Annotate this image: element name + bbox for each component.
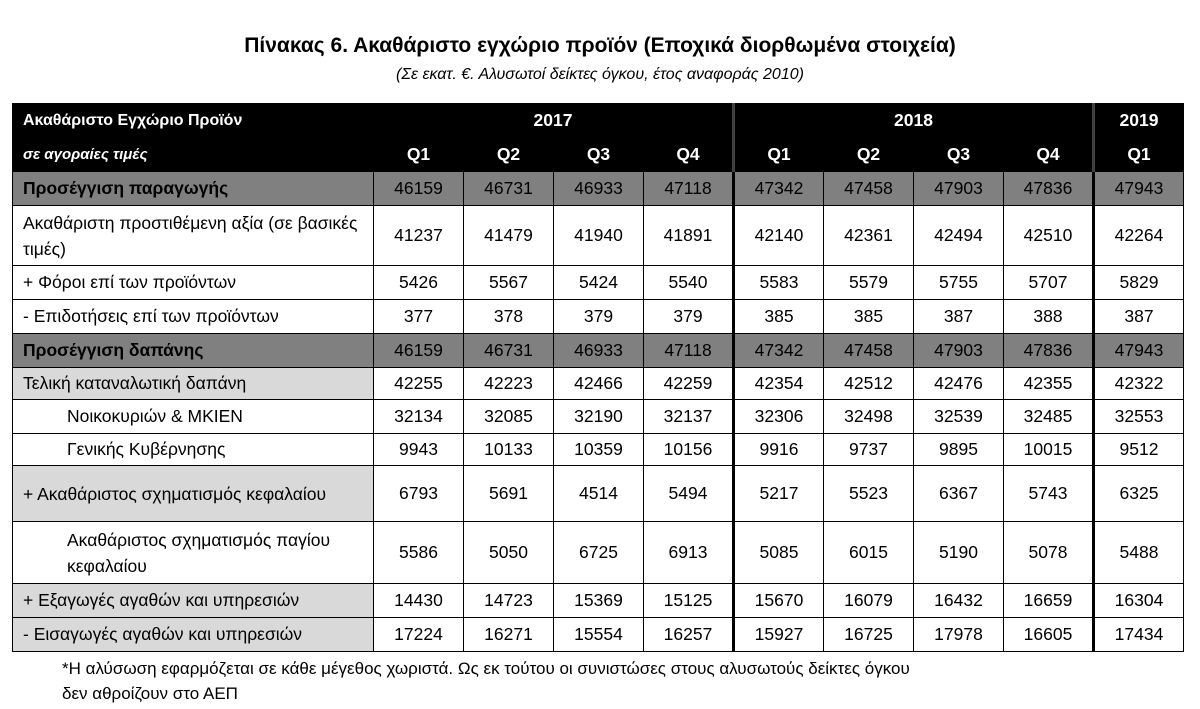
value-cell: 379 — [554, 300, 644, 334]
value-cell: 46933 — [554, 172, 644, 206]
quarter-header: Q2 — [824, 138, 914, 172]
quarter-header: Q3 — [914, 138, 1004, 172]
row-label: - Εισαγωγές αγαθών και υπηρεσιών — [13, 618, 374, 652]
value-cell: 379 — [644, 300, 734, 334]
value-cell: 42140 — [734, 206, 824, 266]
row-label: Τελική καταναλωτική δαπάνη — [13, 368, 374, 400]
value-cell: 5426 — [374, 266, 464, 300]
table-subtitle: (Σε εκατ. €. Αλυσωτοί δείκτες όγκου, έτος αναφοράς 2010) — [396, 66, 804, 83]
value-cell: 15927 — [734, 618, 824, 652]
row-expenditure-approach — [13, 334, 1184, 368]
value-cell: 47903 — [914, 334, 1004, 368]
year-2019: 2019 — [1094, 104, 1184, 138]
row-subsidies — [13, 300, 1184, 334]
row-label: Προσέγγιση παραγωγής — [13, 172, 374, 206]
value-cell: 15670 — [734, 584, 824, 618]
value-cell: 10015 — [1004, 434, 1094, 466]
value-cell: 32306 — [734, 400, 824, 434]
header-label-line1: Ακαθάριστο Εγχώριο Προϊόν — [13, 104, 374, 138]
value-cell: 32190 — [554, 400, 644, 434]
value-cell: 14723 — [464, 584, 554, 618]
quarter-header: Q3 — [554, 138, 644, 172]
value-cell: 41891 — [644, 206, 734, 266]
value-cell: 41479 — [464, 206, 554, 266]
value-cell: 17978 — [914, 618, 1004, 652]
value-cell: 47943 — [1094, 172, 1184, 206]
value-cell: 10133 — [464, 434, 554, 466]
row-label: + Ακαθάριστος σχηματισμός κεφαλαίου — [13, 466, 374, 522]
value-cell: 5190 — [914, 522, 1004, 584]
value-cell: 385 — [824, 300, 914, 334]
value-cell: 5579 — [824, 266, 914, 300]
row-households — [13, 400, 1184, 434]
value-cell: 42361 — [824, 206, 914, 266]
value-cell: 5829 — [1094, 266, 1184, 300]
value-cell: 42512 — [824, 368, 914, 400]
value-cell: 388 — [1004, 300, 1094, 334]
value-cell: 385 — [734, 300, 824, 334]
value-cell: 9916 — [734, 434, 824, 466]
value-cell: 16659 — [1004, 584, 1094, 618]
value-cell: 46731 — [464, 334, 554, 368]
value-cell: 47836 — [1004, 172, 1094, 206]
value-cell: 42355 — [1004, 368, 1094, 400]
quarter-header: Q1 — [1094, 138, 1184, 172]
value-cell: 41237 — [374, 206, 464, 266]
value-cell: 16725 — [824, 618, 914, 652]
row-label: + Εξαγωγές αγαθών και υπηρεσιών — [13, 584, 374, 618]
row-production-approach — [13, 172, 1184, 206]
value-cell: 32553 — [1094, 400, 1184, 434]
gdp-table — [12, 103, 1184, 652]
value-cell: 47836 — [1004, 334, 1094, 368]
value-cell: 377 — [374, 300, 464, 334]
row-exports — [13, 584, 1184, 618]
row-label: Ακαθάριστος σχηματισμός παγίου κεφαλαίου — [13, 522, 374, 584]
value-cell: 9943 — [374, 434, 464, 466]
value-cell: 42322 — [1094, 368, 1184, 400]
row-taxes — [13, 266, 1184, 300]
footnote-line-2: δεν αθροίζουν στο ΑΕΠ — [62, 684, 238, 703]
quarter-header: Q2 — [464, 138, 554, 172]
value-cell: 5085 — [734, 522, 824, 584]
value-cell: 17224 — [374, 618, 464, 652]
value-cell: 5755 — [914, 266, 1004, 300]
value-cell: 4514 — [554, 466, 644, 522]
value-cell: 46933 — [554, 334, 644, 368]
value-cell: 9512 — [1094, 434, 1184, 466]
value-cell: 32134 — [374, 400, 464, 434]
row-imports — [13, 618, 1184, 652]
quarter-header: Q4 — [1004, 138, 1094, 172]
value-cell: 5586 — [374, 522, 464, 584]
value-cell: 16079 — [824, 584, 914, 618]
value-cell: 15369 — [554, 584, 644, 618]
value-cell: 47342 — [734, 172, 824, 206]
value-cell: 42264 — [1094, 206, 1184, 266]
value-cell: 32498 — [824, 400, 914, 434]
value-cell: 6367 — [914, 466, 1004, 522]
value-cell: 6325 — [1094, 466, 1184, 522]
value-cell: 5488 — [1094, 522, 1184, 584]
value-cell: 6793 — [374, 466, 464, 522]
value-cell: 46159 — [374, 334, 464, 368]
value-cell: 32137 — [644, 400, 734, 434]
row-label: Νοικοκυριών & ΜΚΙΕΝ — [13, 400, 374, 434]
value-cell: 46731 — [464, 172, 554, 206]
value-cell: 5540 — [644, 266, 734, 300]
value-cell: 5583 — [734, 266, 824, 300]
row-label: Προσέγγιση δαπάνης — [13, 334, 374, 368]
value-cell: 5050 — [464, 522, 554, 584]
value-cell: 5743 — [1004, 466, 1094, 522]
footnote-line-1: *Η αλύσωση εφαρμόζεται σε κάθε μέγεθος χωριστά. Ως εκ τούτου οι συνιστώσες στους αλυσωτούς δείκτες όγκου — [62, 659, 910, 678]
row-label: Γενικής Κυβέρνησης — [13, 434, 374, 466]
header-row-years — [13, 104, 1184, 138]
value-cell: 9737 — [824, 434, 914, 466]
value-cell: 5523 — [824, 466, 914, 522]
value-cell: 42354 — [734, 368, 824, 400]
value-cell: 387 — [914, 300, 1004, 334]
value-cell: 10156 — [644, 434, 734, 466]
row-final-consumption — [13, 368, 1184, 400]
value-cell: 47342 — [734, 334, 824, 368]
row-label: Ακαθάριστη προστιθέμενη αξία (σε βασικές τιμές) — [13, 206, 374, 266]
quarter-header: Q4 — [644, 138, 734, 172]
value-cell: 15554 — [554, 618, 644, 652]
value-cell: 5691 — [464, 466, 554, 522]
value-cell: 47458 — [824, 334, 914, 368]
value-cell: 42259 — [644, 368, 734, 400]
row-label: + Φόροι επί των προϊόντων — [13, 266, 374, 300]
value-cell: 16432 — [914, 584, 1004, 618]
value-cell: 387 — [1094, 300, 1184, 334]
row-government — [13, 434, 1184, 466]
row-gross-fixed-capital-formation — [13, 522, 1184, 584]
value-cell: 15125 — [644, 584, 734, 618]
value-cell: 42510 — [1004, 206, 1094, 266]
value-cell: 32539 — [914, 400, 1004, 434]
value-cell: 32485 — [1004, 400, 1094, 434]
value-cell: 378 — [464, 300, 554, 334]
value-cell: 42255 — [374, 368, 464, 400]
value-cell: 5217 — [734, 466, 824, 522]
value-cell: 5567 — [464, 266, 554, 300]
quarter-header: Q1 — [734, 138, 824, 172]
value-cell: 47903 — [914, 172, 1004, 206]
value-cell: 32085 — [464, 400, 554, 434]
value-cell: 16304 — [1094, 584, 1184, 618]
value-cell: 47118 — [644, 172, 734, 206]
value-cell: 16605 — [1004, 618, 1094, 652]
value-cell: 47118 — [644, 334, 734, 368]
value-cell: 6913 — [644, 522, 734, 584]
value-cell: 10359 — [554, 434, 644, 466]
year-2017: 2017 — [374, 104, 734, 138]
value-cell: 16271 — [464, 618, 554, 652]
value-cell: 9895 — [914, 434, 1004, 466]
footnote — [62, 656, 1162, 706]
header-label-line2: σε αγοραίες τιμές — [13, 138, 374, 172]
value-cell: 17434 — [1094, 618, 1184, 652]
row-gross-capital-formation — [13, 466, 1184, 522]
row-label: - Επιδοτήσεις επί των προϊόντων — [13, 300, 374, 334]
value-cell: 16257 — [644, 618, 734, 652]
value-cell: 6725 — [554, 522, 644, 584]
year-2018: 2018 — [734, 104, 1094, 138]
value-cell: 5424 — [554, 266, 644, 300]
row-gross-value-added — [13, 206, 1184, 266]
value-cell: 46159 — [374, 172, 464, 206]
value-cell: 42476 — [914, 368, 1004, 400]
value-cell: 41940 — [554, 206, 644, 266]
value-cell: 5707 — [1004, 266, 1094, 300]
value-cell: 5494 — [644, 466, 734, 522]
quarter-header: Q1 — [374, 138, 464, 172]
value-cell: 47943 — [1094, 334, 1184, 368]
value-cell: 42466 — [554, 368, 644, 400]
value-cell: 47458 — [824, 172, 914, 206]
value-cell: 14430 — [374, 584, 464, 618]
header-row-quarters — [13, 138, 1184, 172]
value-cell: 5078 — [1004, 522, 1094, 584]
table-title: Πίνακας 6. Ακαθάριστο εγχώριο προϊόν (Εποχικά διορθωμένα στοιχεία) — [244, 34, 956, 57]
value-cell: 42223 — [464, 368, 554, 400]
value-cell: 6015 — [824, 522, 914, 584]
value-cell: 42494 — [914, 206, 1004, 266]
